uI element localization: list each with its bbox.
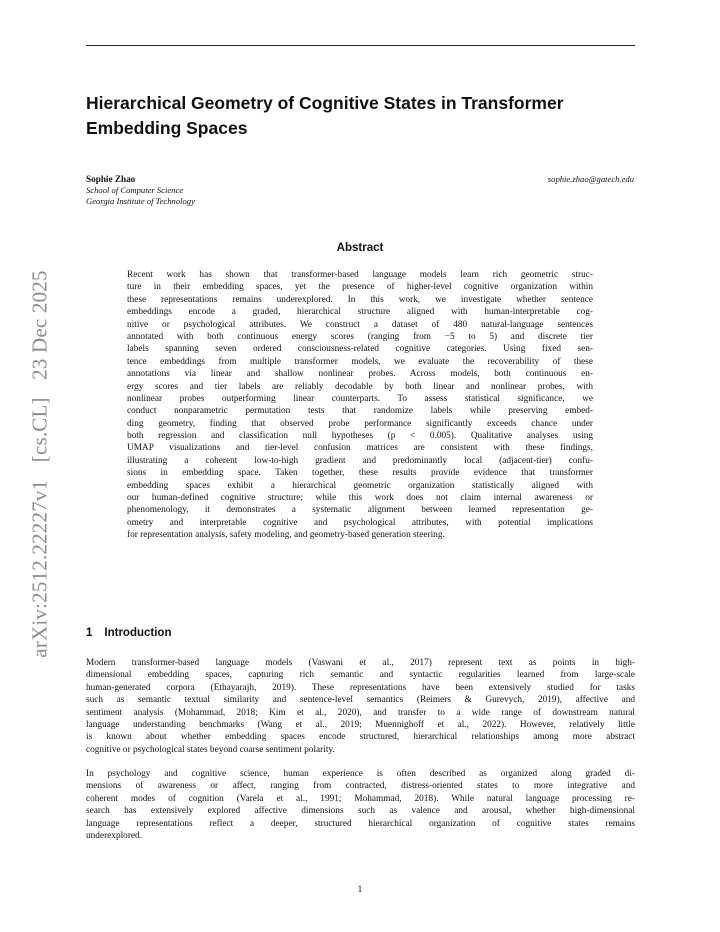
author-name: Sophie Zhao bbox=[86, 174, 136, 184]
text-line: nonlinear probes outperforming linear counterparts. To assess statistical significance, we bbox=[127, 393, 593, 404]
text-line: conduct nonparametric permutation tests that randomize labels while preserving embed- bbox=[127, 406, 593, 417]
text-line: tence embeddings from multiple transformer models, we evaluate the recoverability of these bbox=[127, 356, 593, 367]
text-line: for representation analysis, safety modeling, and geometry-based generation steering. bbox=[127, 530, 445, 541]
text-line: cognitive or psychological states beyond coarse sentiment polarity. bbox=[86, 744, 335, 755]
text-line: ometry and interpretable cognitive and psychological attributes, with potential implications bbox=[127, 517, 593, 528]
text-line: sentiment analysis (Mohammad, 2018; Kim et al., 2020), and transfer to a wide range of downstream natural bbox=[86, 707, 635, 718]
top-rule bbox=[86, 45, 635, 46]
text-line: ergy scores and tier labels are reliably decodable by both linear and nonlinear probes, with bbox=[127, 381, 593, 392]
text-line: labels spanning seven ordered consciousness-related cognitive categories. Using fixed sen- bbox=[127, 344, 593, 355]
intro-paragraph bbox=[86, 657, 635, 756]
text-line: these representations remains underexplored. In this work, we investigate whether sentence bbox=[127, 294, 593, 305]
text-line: language representations reflect a deeper, structured hierarchical organization of cognitive states remains bbox=[86, 818, 635, 829]
text-line: is known about whether embedding spaces encode structured, hierarchical relationships among more abstract bbox=[86, 732, 635, 743]
text-line: ture in their embedding spaces, yet the presence of higher-level cognitive organization within bbox=[127, 282, 593, 293]
text-line: our human-defined cognitive structure; while this work does not claim internal awareness or bbox=[127, 493, 593, 504]
intro-paragraph bbox=[86, 768, 635, 842]
text-line: UMAP visualizations and tier-level confusion matrices are consistent with these findings, bbox=[127, 443, 593, 454]
text-line: ding geometry, finding that observed probe performance significantly exceeds chance under bbox=[127, 418, 593, 429]
arxiv-date: 23 Dec 2025 bbox=[27, 270, 52, 380]
section-number: 1 bbox=[86, 627, 93, 639]
text-line: coherent modes of cognition (Varela et al., 1991; Mohammad, 2018). While natural language processing re- bbox=[86, 793, 635, 804]
page-number: 1 bbox=[357, 885, 363, 895]
text-line: annotated with both continuous energy scores (ranging from −5 to 5) and discrete tier bbox=[127, 331, 593, 342]
text-line: underexplored. bbox=[86, 830, 143, 841]
abstract-body bbox=[127, 269, 593, 542]
text-line: Modern transformer-based language models (Vaswani et al., 2017) represent text as points in high- bbox=[86, 658, 635, 668]
text-line: human-generated corpora (Ethayarajh, 2019). These representations have been extensively studied for tasks bbox=[86, 682, 635, 693]
text-line: phenomenology, it demonstrates a systematic alignment between learned representation ge- bbox=[127, 505, 593, 516]
text-line: annotations via linear and shallow nonlinear probes. Across models, both continuous en- bbox=[127, 369, 593, 380]
paper-title bbox=[86, 91, 646, 141]
text-line: search has extensively explored affective dimensions such as valence and arousal, whether high-dimensional bbox=[86, 806, 635, 817]
author-institution: Georgia Institute of Technology bbox=[86, 196, 195, 206]
text-line: both regression and classification null hypotheses (p < 0.005). Qualitative analyses using bbox=[127, 431, 593, 442]
text-line: embeddings encode a graded, hierarchical structure aligned with human-interpretable cog- bbox=[127, 307, 593, 318]
text-line: dimensional embedding spaces, capturing rich semantic and syntactic regularities learned from large-scale bbox=[86, 670, 635, 681]
title-line: Embedding Spaces bbox=[86, 118, 248, 138]
arxiv-stamp bbox=[28, 258, 53, 657]
author-block bbox=[86, 174, 195, 207]
text-line: mensions of awareness or affect, ranging from contracted, distress-oriented states to more integrative and bbox=[86, 781, 635, 792]
text-line: In psychology and cognitive science, human experience is often described as organized along graded di- bbox=[86, 769, 635, 779]
section-heading bbox=[86, 627, 171, 639]
author-school: School of Computer Science bbox=[86, 185, 184, 195]
author-email: sophie.zhao@gatech.edu bbox=[547, 174, 634, 184]
title-line: Hierarchical Geometry of Cognitive States in Transformer bbox=[86, 93, 564, 113]
text-line: sions in embedding space. Taken together, these results provide evidence that transformer bbox=[127, 468, 593, 479]
text-line: embedding spaces exhibit a hierarchical geometric organization statistically aligned with bbox=[127, 480, 593, 491]
text-line: Recent work has shown that transformer-based language models learn rich geometric struc- bbox=[127, 270, 593, 280]
section-title: Introduction bbox=[104, 627, 172, 639]
arxiv-id: arXiv:2512.22227v1 bbox=[27, 479, 52, 658]
text-line: language understanding benchmarks (Wang et al., 2019; Muennighoff et al., 2022). However, relatively little bbox=[86, 719, 635, 730]
arxiv-category: [cs.CL] bbox=[27, 397, 52, 463]
text-line: nitive or psychological attributes. We construct a dataset of 480 natural-language sentences bbox=[127, 319, 593, 330]
text-line: such as semantic textual similarity and sentence-level semantics (Reimers & Gurevych, 2019), affective and bbox=[86, 695, 635, 706]
abstract-heading: Abstract bbox=[336, 242, 384, 254]
text-line: illustrating a coherent low-to-high gradient and predominantly local (adjacent-tier) confu- bbox=[127, 455, 593, 466]
